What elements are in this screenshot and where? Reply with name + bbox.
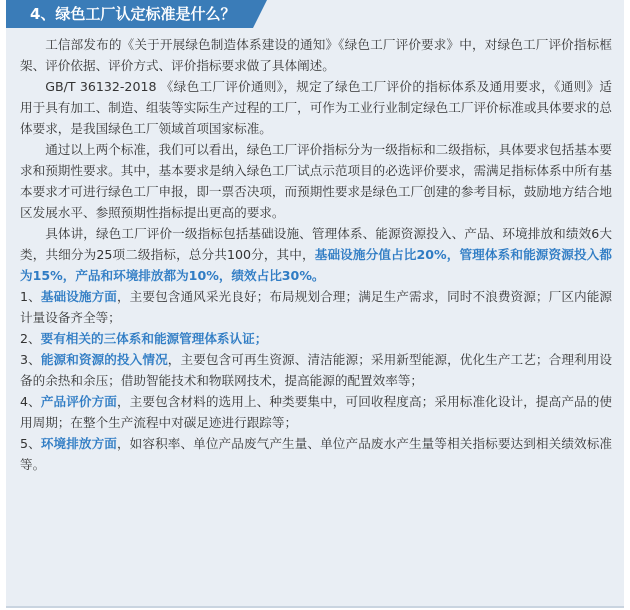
item-number: 2、 xyxy=(20,331,41,346)
item-number: 3、 xyxy=(20,352,41,367)
paragraph-4-text: 具体讲，绿色工厂评价一级指标包括基础设施、管理体系、能源资源投入、产品、环境排放和绩效6大类，共细分为25项二级指标，总分共100分，其中， xyxy=(20,226,612,262)
item-title: 基础设施方面 xyxy=(40,289,117,304)
list-item-3 xyxy=(20,349,612,391)
item-title: 能源和资源的投入情况 xyxy=(40,352,168,367)
item-number: 4、 xyxy=(20,394,41,409)
list-item-4 xyxy=(20,391,612,433)
paragraph-4 xyxy=(20,223,612,286)
paragraph-2: GB/T 36132-2018 《绿色工厂评价通则》，规定了绿色工厂评价的指标体系及通用要求，《通则》适用于具有加工、制造、组装等实际生产过程的工厂，可作为工业行业制定绿色工厂评价标准或具体要求的总体要求，是我国绿色工厂领域首项国家标准。 xyxy=(20,79,612,136)
list-item-1 xyxy=(20,286,612,328)
item-number: 5、 xyxy=(20,436,41,451)
item-number: 1、 xyxy=(20,289,41,304)
item-text: ，如容积率、单位产品废气产生量、单位产品废水产生量等相关指标要达到相关绩效标准等。 xyxy=(20,436,612,472)
item-text: ，主要包含材料的选用上、种类要集中，可回收程度高；采用标准化设计，提高产品的使用周期；在整个生产流程中对碳足迹进行跟踪等； xyxy=(20,394,612,430)
item-title: 要有相关的三体系和能源管理体系认证； xyxy=(40,331,268,346)
paragraph-1: 工信部发布的《关于开展绿色制造体系建设的通知》《绿色工厂评价要求》中，对绿色工厂评价指标框架、评价依据、评价方式、评价指标要求做了具体阐述。 xyxy=(20,37,612,73)
item-text: ，主要包含通风采光良好；布局规划合理；满足生产需求，同时不浪费资源；厂区内能源计量设备齐全等； xyxy=(20,289,612,325)
score-highlight: 基础设施分值占比20%，管理体系和能源资源投入都为15%，产品和环境排放都为10%，绩效占比30%。 xyxy=(20,247,612,283)
paragraph-3: 通过以上两个标准，我们可以看出，绿色工厂评价指标分为一级指标和二级指标，具体要求包括基本要求和预期性要求。其中，基本要求是纳入绿色工厂试点示范项目的必选评价要求，需满足指标体系中所有基本要求才可进行绿色工厂申报，即一票否决项，而预期性要求是绿色工厂创建的参考目标，鼓励地方结合地区发展水平、参照预期性指标提出更高的要求。 xyxy=(20,142,612,220)
article-body xyxy=(20,34,612,475)
section-heading: 4、绿色工厂认定标准是什么？ xyxy=(6,0,253,28)
item-title: 环境排放方面 xyxy=(40,436,117,451)
item-text: ，主要包含可再生资源、清洁能源；采用新型能源，优化生产工艺；合理利用设备的余热和余压；借助智能技术和物联网技术，提高能源的配置效率等； xyxy=(20,352,612,388)
item-title: 产品评价方面 xyxy=(40,394,117,409)
list-item-2 xyxy=(20,328,612,349)
list-item-5 xyxy=(20,433,612,475)
